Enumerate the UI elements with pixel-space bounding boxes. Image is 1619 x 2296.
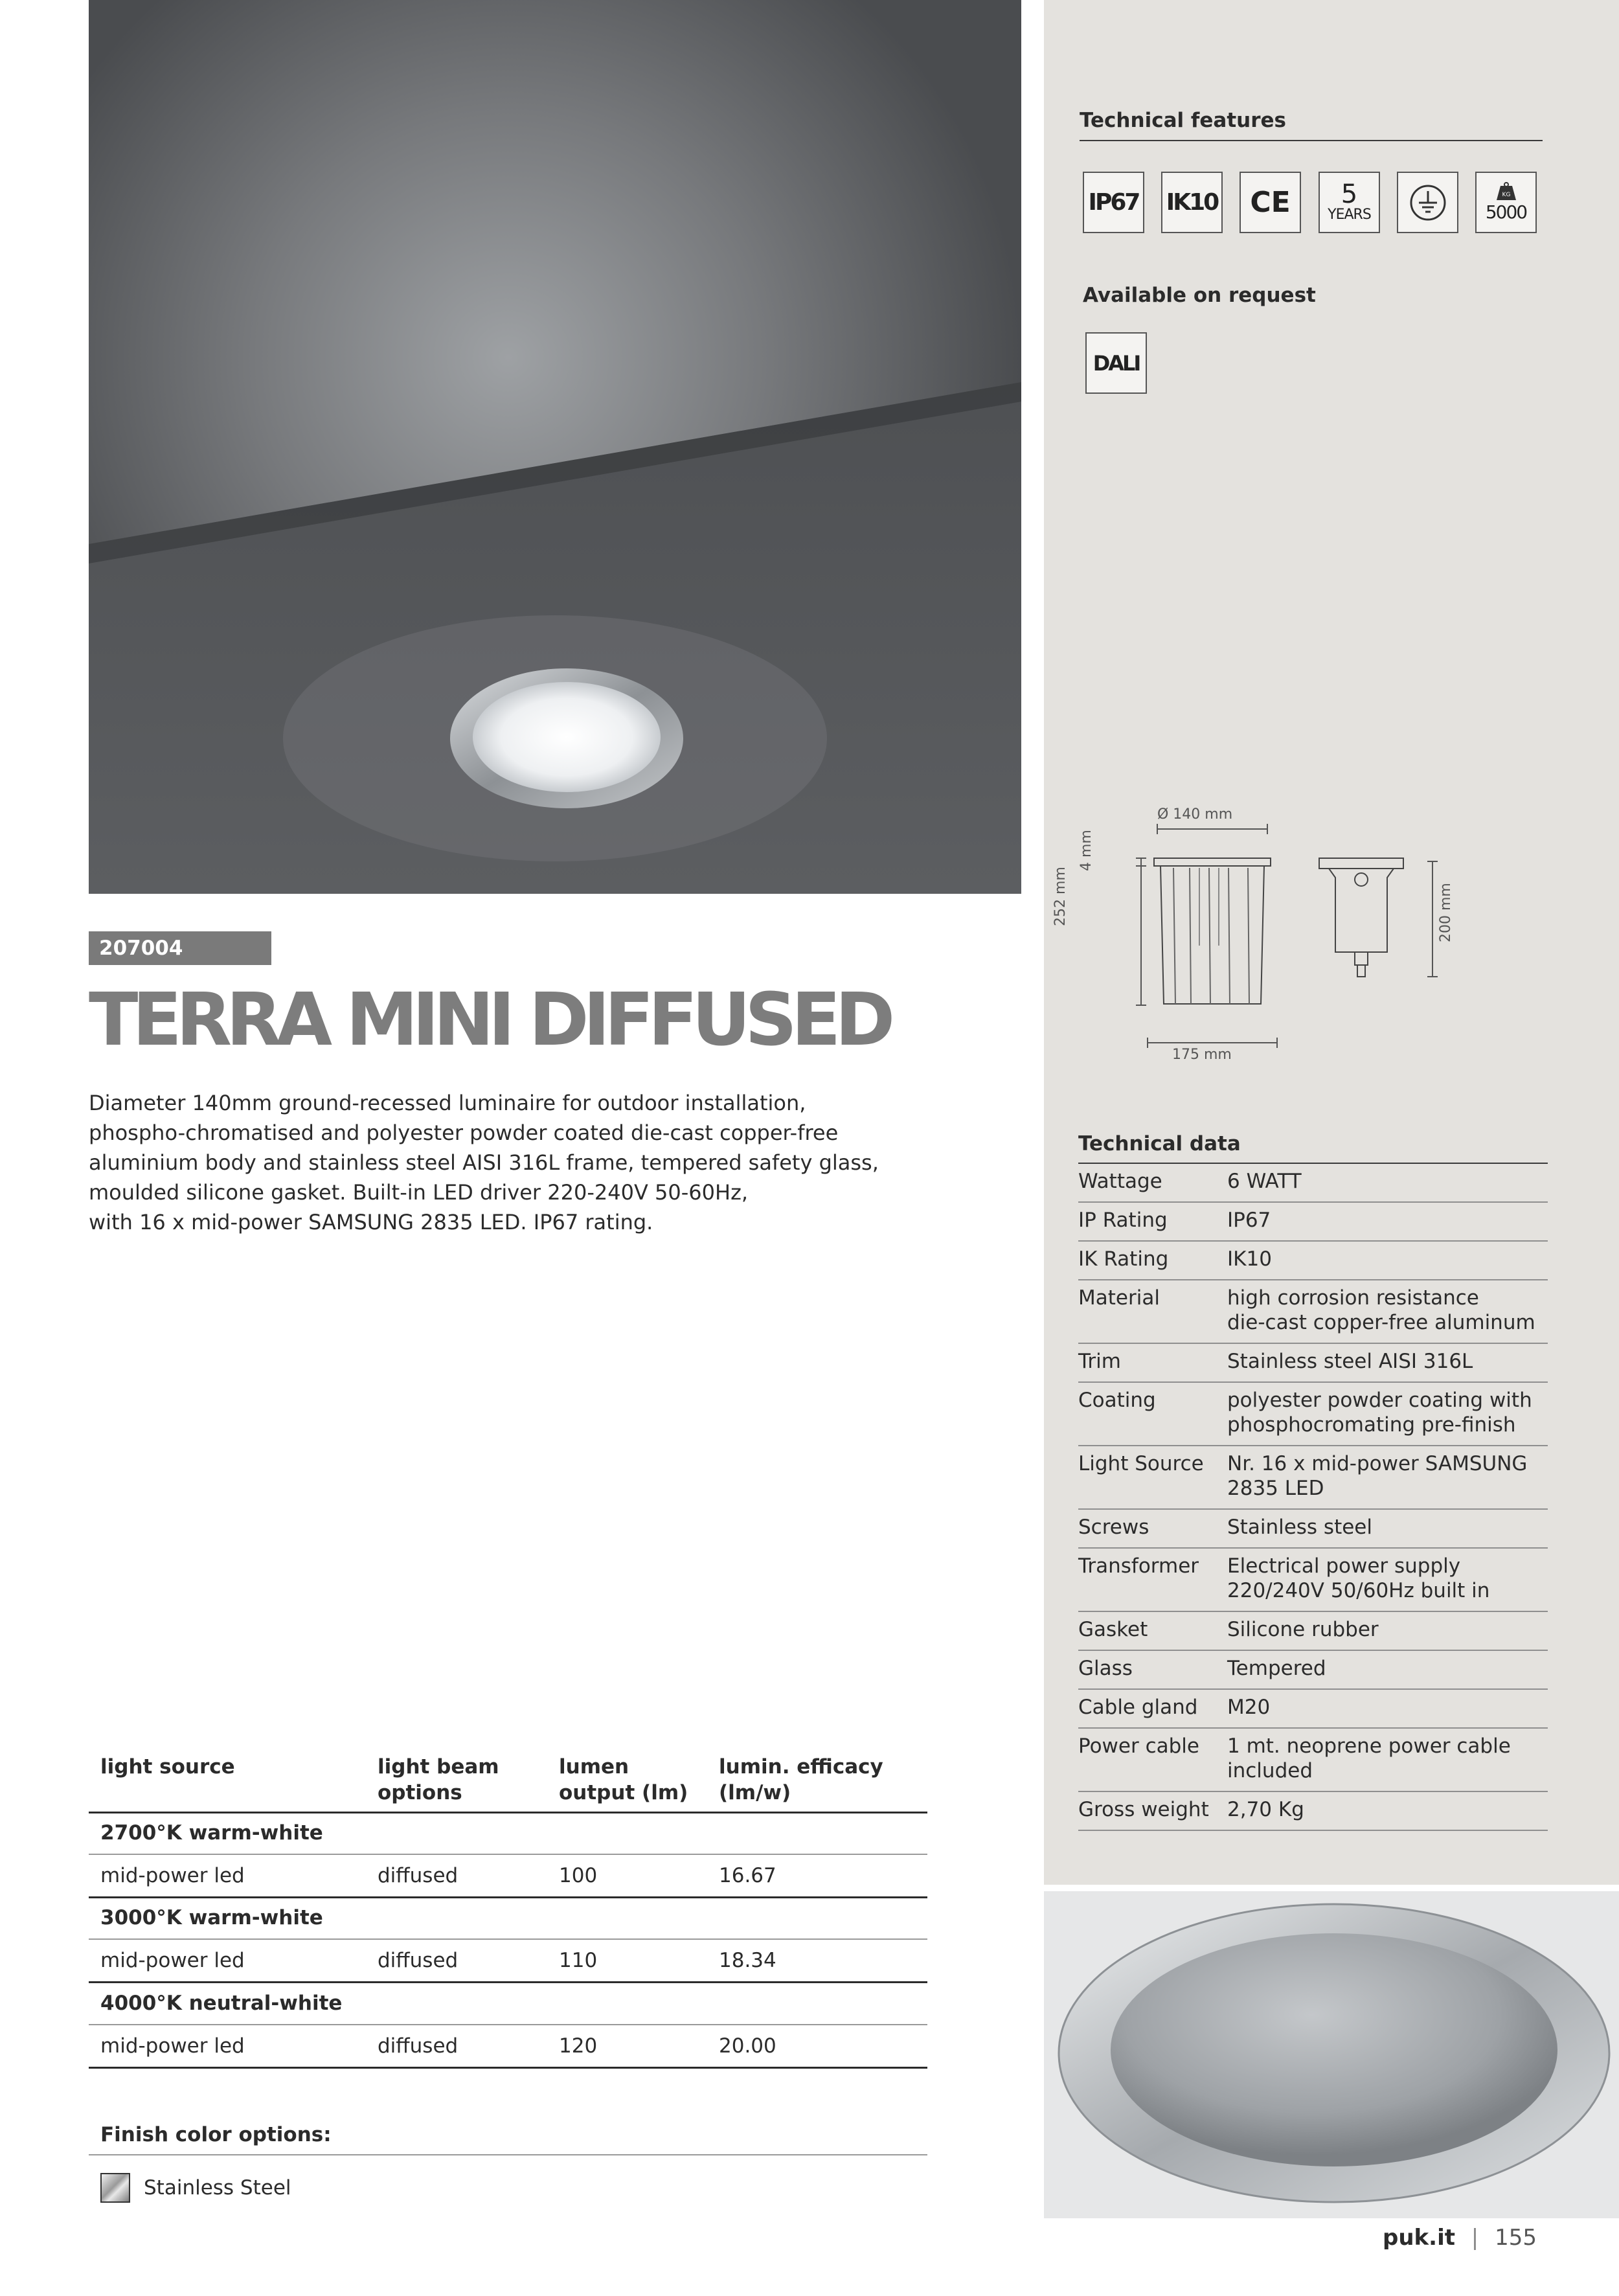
table-rule — [89, 2024, 927, 2025]
technical-data-rule — [1078, 1830, 1548, 1831]
spec-value — [1227, 1208, 1548, 1233]
table-cell: 100 — [559, 1864, 598, 1887]
technical-data-rule — [1078, 1201, 1548, 1203]
technical-data-rule — [1078, 1240, 1548, 1242]
technical-data-rule — [1078, 1547, 1548, 1549]
spec-label: Light Source — [1078, 1452, 1204, 1475]
spec-row — [1078, 1797, 1548, 1822]
spec-label: Transformer — [1078, 1554, 1199, 1578]
page-number: 155 — [1495, 2225, 1537, 2251]
weight-icon — [1495, 182, 1517, 201]
spec-value-line: IK10 — [1227, 1247, 1272, 1271]
product-code: 207004 — [89, 931, 271, 965]
spec-value — [1227, 1515, 1548, 1540]
spec-value-line: high corrosion resistance — [1227, 1286, 1479, 1310]
weight-5000-kg-icon: KG 5000 — [1475, 172, 1537, 233]
finish-title: Finish color options: — [100, 2123, 332, 2146]
5-years-warranty-badge: 5 YEARS — [1319, 172, 1380, 233]
spec-value-line: die-cast copper-free aluminum — [1227, 1311, 1535, 1334]
available-on-request-title: Available on request — [1083, 284, 1316, 307]
spec-row — [1078, 1515, 1548, 1540]
earth-ground-icon — [1397, 172, 1458, 233]
dim-diameter-label: Ø 140 mm — [1157, 806, 1233, 823]
table-cell: 16.67 — [719, 1864, 776, 1887]
table-cell: mid-power led — [100, 1864, 245, 1887]
spec-row — [1078, 1451, 1548, 1501]
technical-data-rule — [1078, 1445, 1548, 1446]
spec-value — [1227, 1169, 1548, 1194]
dim-width-label: 175 mm — [1172, 1047, 1232, 1063]
spec-value-line: Stainless steel — [1227, 1516, 1372, 1539]
product-description — [89, 1088, 931, 1237]
technical-data-rule — [1078, 1611, 1548, 1612]
spec-value-line: Nr. 16 x mid-power SAMSUNG — [1227, 1452, 1528, 1475]
spec-value-line: polyester powder coating with — [1227, 1389, 1532, 1412]
footer-separator: | — [1471, 2225, 1479, 2251]
footer — [1383, 2225, 1537, 2251]
table-cell: 20.00 — [719, 2034, 776, 2058]
stainless-steel-swatch — [100, 2173, 130, 2203]
technical-features-title: Technical features — [1080, 109, 1286, 132]
spec-label: Wattage — [1078, 1170, 1162, 1193]
table-rule — [89, 1896, 927, 1898]
technical-data-rule — [1078, 1381, 1548, 1383]
table-cell: diffused — [378, 1949, 459, 1972]
description-line: phospho-chromatised and polyester powder coated die-cast copper-free — [89, 1120, 839, 1145]
header-light-source: light source — [100, 1755, 235, 1779]
spec-value — [1227, 1451, 1548, 1501]
spec-row — [1078, 1554, 1548, 1603]
description-line: aluminium body and stainless steel AISI 316L frame, tempered safety glass, — [89, 1150, 879, 1175]
spec-label: Gasket — [1078, 1618, 1148, 1641]
description-line: with 16 x mid-power SAMSUNG 2835 LED. IP67 rating. — [89, 1210, 653, 1234]
table-cell: diffused — [378, 2034, 459, 2058]
technical-data-title: Technical data — [1078, 1132, 1241, 1155]
table-cell: 120 — [559, 2034, 598, 2058]
table-cell: 110 — [559, 1949, 598, 1972]
spec-value — [1227, 1554, 1548, 1603]
description-line: Diameter 140mm ground-recessed luminaire for outdoor installation, — [89, 1091, 806, 1115]
table-cell: diffused — [378, 1864, 459, 1887]
table-rule — [89, 1812, 927, 1813]
footer-site[interactable]: puk.it — [1383, 2225, 1455, 2251]
header-luminous-efficacy: lumin. efficacy (lm/w) — [719, 1755, 883, 1804]
spec-value — [1227, 1247, 1548, 1271]
table-rule — [89, 1854, 927, 1855]
spec-row — [1078, 1247, 1548, 1271]
description-line: moulded silicone gasket. Built-in LED driver 220-240V 50-60Hz, — [89, 1180, 749, 1205]
header-lumen-output: lumen output (lm) — [559, 1755, 688, 1804]
technical-data-rule — [1078, 1791, 1548, 1792]
spec-value-line: Stainless steel AISI 316L — [1227, 1350, 1473, 1373]
spec-value-line: 2,70 Kg — [1227, 1798, 1304, 1821]
technical-data-rule — [1078, 1688, 1548, 1690]
spec-label: Cable gland — [1078, 1696, 1198, 1719]
dim-height-total-label: 252 mm — [1052, 867, 1069, 926]
spec-value — [1227, 1349, 1548, 1374]
spec-value-line: 1 mt. neoprene power cable — [1227, 1734, 1511, 1758]
dim-height-body-label: 200 mm — [1438, 883, 1454, 942]
spec-value-line: Silicone rubber — [1227, 1618, 1379, 1641]
spec-value-line: phosphocromating pre-finish — [1227, 1413, 1516, 1437]
product-title: TERRA MINI DIFFUSED — [89, 978, 890, 1062]
spec-row — [1078, 1349, 1548, 1374]
dim-flange-label: 4 mm — [1078, 830, 1094, 871]
spec-row — [1078, 1388, 1548, 1437]
dimension-drawing — [1044, 797, 1619, 1082]
spec-row — [1078, 1208, 1548, 1233]
spec-value — [1227, 1286, 1548, 1335]
table-cell: mid-power led — [100, 2034, 245, 2058]
finish-option-label: Stainless Steel — [144, 2176, 291, 2199]
table-rule — [89, 2067, 927, 2069]
product-photo — [1044, 1891, 1619, 2218]
spec-value — [1227, 1695, 1548, 1720]
spec-value — [1227, 1617, 1548, 1642]
dali-badge: DALI — [1085, 332, 1147, 394]
technical-data-rule — [1078, 1727, 1548, 1729]
spec-label: Screws — [1078, 1516, 1149, 1539]
table-cell: 18.34 — [719, 1949, 776, 1972]
technical-data-rule — [1078, 1279, 1548, 1280]
spec-value-line: 220/240V 50/60Hz built in — [1227, 1579, 1490, 1602]
svg-text:KG: KG — [1502, 192, 1510, 198]
spec-row — [1078, 1695, 1548, 1720]
ip67-badge: IP67 — [1083, 172, 1144, 233]
spec-row — [1078, 1169, 1548, 1194]
technical-data-rule — [1078, 1508, 1548, 1510]
spec-label: IK Rating — [1078, 1247, 1169, 1271]
spec-value-line: 2835 LED — [1227, 1477, 1324, 1500]
ik10-badge: IK10 — [1161, 172, 1223, 233]
table-rule — [89, 1981, 927, 1983]
spec-value-line: Tempered — [1227, 1657, 1326, 1680]
technical-data-rule — [1078, 1163, 1548, 1164]
spec-value — [1227, 1797, 1548, 1822]
spec-row — [1078, 1734, 1548, 1783]
finish-rule — [89, 2154, 927, 2155]
group-4000k: 4000°K neutral-white — [100, 1992, 343, 2015]
technical-data-rule — [1078, 1650, 1548, 1651]
spec-label: Glass — [1078, 1657, 1133, 1680]
spec-value — [1227, 1656, 1548, 1681]
spec-row — [1078, 1286, 1548, 1335]
spec-value-line: M20 — [1227, 1696, 1271, 1719]
group-2700k: 2700°K warm-white — [100, 1821, 323, 1845]
spec-value-line: Electrical power supply — [1227, 1554, 1461, 1578]
hero-photo — [89, 0, 1021, 894]
spec-label: Power cable — [1078, 1734, 1199, 1758]
group-3000k: 3000°K warm-white — [100, 1906, 323, 1929]
spec-label: Gross weight — [1078, 1798, 1209, 1821]
technical-features-rule — [1080, 140, 1543, 141]
technical-data-rule — [1078, 1343, 1548, 1344]
spec-value-line: included — [1227, 1759, 1313, 1782]
spec-value — [1227, 1734, 1548, 1783]
table-cell: mid-power led — [100, 1949, 245, 1972]
ce-mark-badge: CE — [1240, 172, 1301, 233]
spec-value-line: 6 WATT — [1227, 1170, 1302, 1193]
spec-label: Material — [1078, 1286, 1160, 1310]
spec-label: Trim — [1078, 1350, 1121, 1373]
table-rule — [89, 1938, 927, 1940]
spec-row — [1078, 1617, 1548, 1642]
spec-row — [1078, 1656, 1548, 1681]
spec-label: IP Rating — [1078, 1209, 1168, 1232]
spec-value-line: IP67 — [1227, 1209, 1271, 1232]
header-light-beam: light beam options — [378, 1755, 499, 1804]
spec-label: Coating — [1078, 1389, 1156, 1412]
spec-value — [1227, 1388, 1548, 1437]
